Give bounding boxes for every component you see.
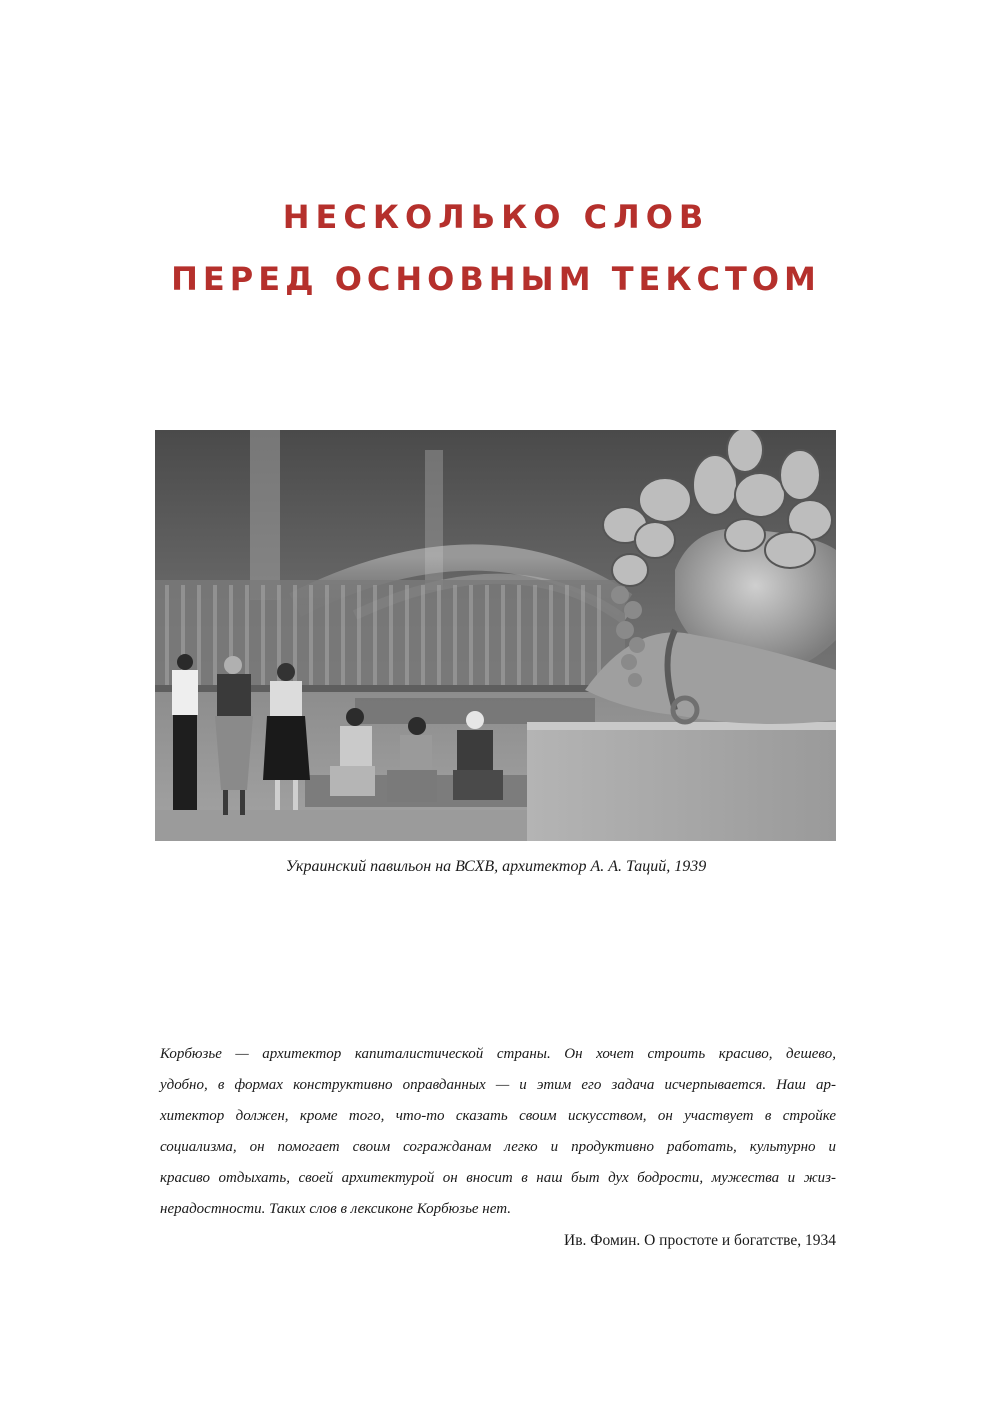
photo-illustration (155, 430, 836, 841)
heading-line-1: НЕСКОЛЬКО СЛОВ (282, 198, 710, 236)
epigraph-attribution: Ив. Фомин. О простоте и богатстве, 1934 (564, 1232, 836, 1249)
photo-caption: Украинский павильон на ВСХВ, архитектор А. А. Таций, 1939 (285, 858, 707, 875)
epigraph-line-5: красиво отдыхать, своей архитектурой он вносит в наш быт дух бодрости, мужества и жиз- (160, 1170, 836, 1186)
epigraph-line-2: удобно, в формах конструктивно оправданных — и этим его задача исчерпывается. Наш ар- (160, 1077, 836, 1093)
photograph-ukrainian-pavilion (155, 430, 836, 841)
epigraph-line-1: Корбюзье — архитектор капиталистической страны. Он хочет строить красиво, дешево, (160, 1046, 836, 1062)
page-heading (0, 186, 992, 310)
epigraph-quote (160, 1039, 836, 1256)
epigraph-line-4: социализма, он помогает своим согражданам легко и продуктивно работать, культурно и (160, 1139, 836, 1155)
epigraph-line-6: нерадостности. Таких слов в лексиконе Корбюзье нет. (160, 1201, 511, 1217)
epigraph-line-3: хитектор должен, кроме того, что-то сказать своим искусством, он участвует в стройке (160, 1108, 836, 1124)
heading-line-2: ПЕРЕД ОСНОВНЫМ ТЕКСТОМ (171, 260, 821, 298)
